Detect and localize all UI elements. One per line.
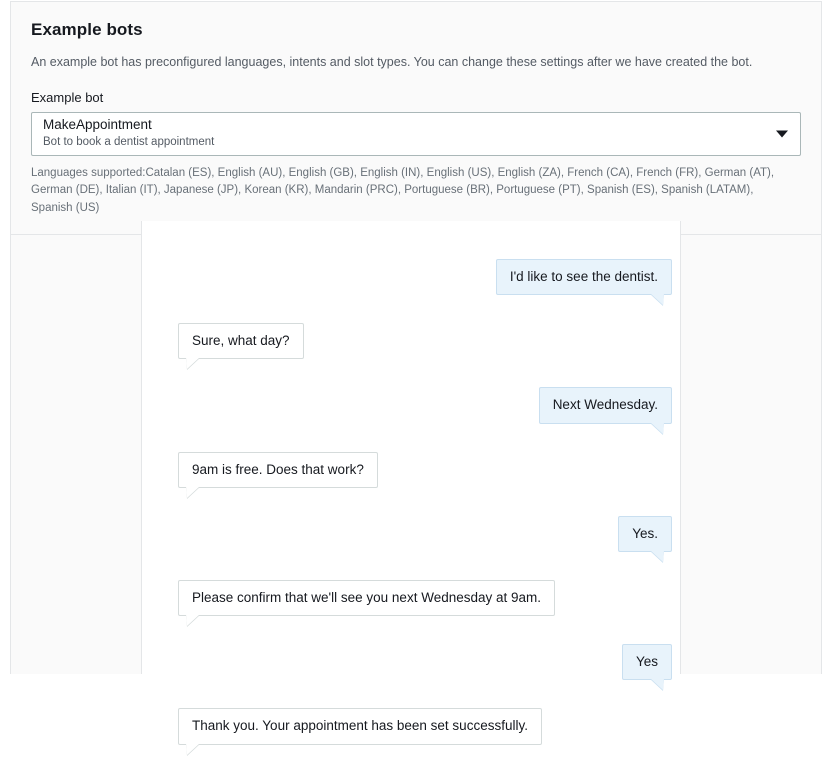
- example-bot-select[interactable]: [31, 112, 801, 156]
- chat-bubble-bot: Please confirm that we'll see you next Wednesday at 9am.: [178, 580, 555, 616]
- chevron-down-icon[interactable]: [776, 130, 788, 137]
- example-bot-select-description: Bot to book a dentist appointment: [43, 136, 215, 149]
- chat-bubble-user: Yes.: [618, 516, 672, 552]
- example-bots-panel: [10, 1, 822, 734]
- chat-message-row: [150, 580, 672, 616]
- chat-bubble-user: Yes: [622, 644, 672, 680]
- chat-message-row: [150, 387, 672, 423]
- chat-bubble-bot: Thank you. Your appointment has been set successfully.: [178, 708, 542, 744]
- chat-bubble-user: Next Wednesday.: [539, 387, 672, 423]
- panel-header: [11, 2, 821, 235]
- panel-description: An example bot has preconfigured languages, intents and slot types. You can change these settings after we have created the bot.: [31, 55, 753, 69]
- chat-message-row: [150, 516, 672, 552]
- chat-message-row: [150, 452, 672, 488]
- chat-message-row: [150, 323, 672, 359]
- example-bot-label: Example bot: [31, 89, 104, 105]
- chat-bubble-user: I'd like to see the dentist.: [496, 259, 672, 295]
- languages-supported-text: Languages supported:Catalan (ES), English (AU), English (GB), English (IN), English (US), English (ZA), French (CA), French (FR), German (AT), German (DE), Italian (IT), Japanese (JP), Korean (KR), Mandarin (PRC), Portuguese (BR), Portuguese (PT), Spanish (ES), Spanish (LATAM), Spanish (US): [31, 166, 775, 215]
- chat-message-row: [150, 708, 672, 744]
- conversation-list: [142, 221, 680, 783]
- conversation-preview: [141, 221, 681, 734]
- page-title: Example bots: [31, 20, 143, 39]
- chat-message-row: [150, 644, 672, 680]
- example-bot-select-value: MakeAppointment: [43, 116, 152, 132]
- chat-bubble-bot: 9am is free. Does that work?: [178, 452, 378, 488]
- chat-message-row: [150, 259, 672, 295]
- chat-bubble-bot: Sure, what day?: [178, 323, 304, 359]
